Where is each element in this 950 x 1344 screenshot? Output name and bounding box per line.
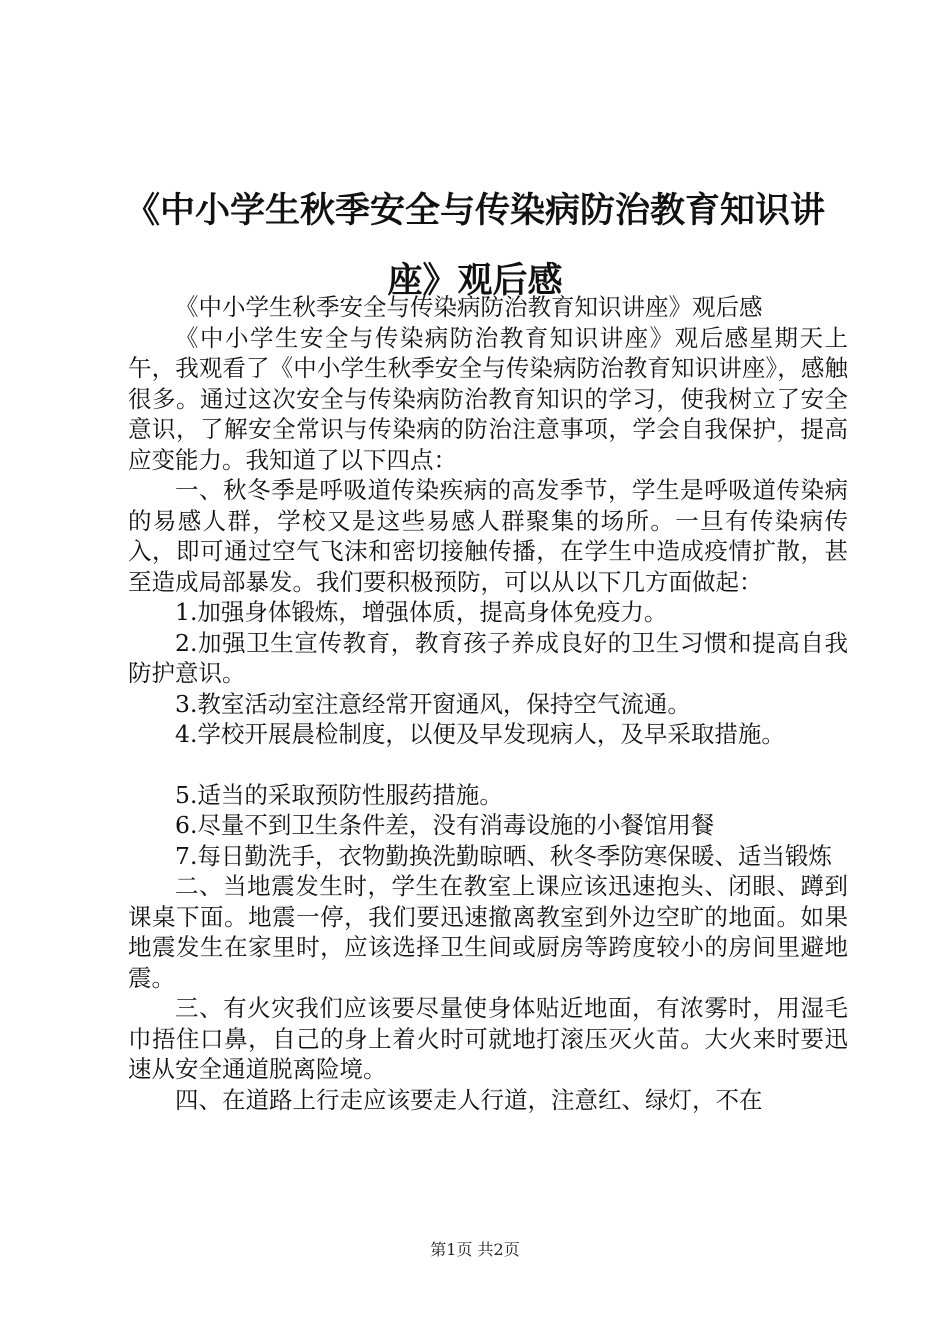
list-item-1: 1.加强身体锻炼，增强体质，提高身体免疫力。: [175, 598, 668, 626]
document-title: 《中小学生秋季安全与传染病防治教育知识讲座》观后感: [124, 191, 825, 301]
paragraph-point-four: 四、在道路上行走应该要走人行道，注意红、绿灯，不在: [175, 1085, 763, 1114]
paragraph-heading-repeat: 《中小学生秋季安全与传染病防治教育知识讲座》观后感: [175, 293, 763, 321]
paragraph-point-two: 二、当地震发生时，学生在教室上课应该迅速抱头、闭眼、蹲到课桌下面。地震一停，我们要迅速撤离教室到外边空旷的地面。如果地震发生在家里时，应该选择卫生间或厨房等跨度较小的房间里避地震。: [128, 872, 848, 992]
paragraph-point-one: 一、秋冬季是呼吸道传染疾病的高发季节，学生是呼吸道传染病的易感人群，学校又是这些易感人群聚集的场所。一旦有传染病传入，即可通过空气飞沫和密切接触传播，在学生中造成疫情扩散，甚至造成局部暴发。我们要积极预防，可以从以下几方面做起：: [128, 476, 848, 596]
list-item-2: 2.加强卫生宣传教育，教育孩子养成良好的卫生习惯和提高自我防护意识。: [128, 628, 848, 687]
paragraph-intro: 《中小学生安全与传染病防治教育知识讲座》观后感星期天上午，我观看了《中小学生秋季安全与传染病防治教育知识讲座》，感触很多。通过这次安全与传染病防治教育知识的学习，使我树立了安全意识，了解安全常识与传染病的防治注意事项，学会自我保护，提高应变能力。我知道了以下四点：: [128, 323, 848, 474]
page-footer: 第1页 共2页: [430, 1240, 520, 1259]
list-item-5: 5.适当的采取预防性服药措施。: [175, 780, 503, 809]
paragraph-point-three: 三、有火灾我们应该要尽量使身体贴近地面，有浓雾时，用湿毛巾捂住口鼻，自己的身上着火时可就地打滚压灭火苗。大火来时要迅速从安全通道脱离险境。: [128, 994, 848, 1083]
list-item-3: 3.教室活动室注意经常开窗通风，保持空气流通。: [175, 689, 691, 718]
document-body: [128, 292, 848, 1115]
list-item-6: 6.尽量不到卫生条件差，没有消毒设施的小餐馆用餐: [175, 811, 715, 839]
list-item-4: 4.学校开展晨检制度，以便及早发现病人，及早采取措施。: [175, 720, 785, 748]
list-item-7: 7.每日勤洗手，衣物勤换洗勤晾晒、秋冬季防寒保暖、适当锻炼: [175, 841, 832, 870]
